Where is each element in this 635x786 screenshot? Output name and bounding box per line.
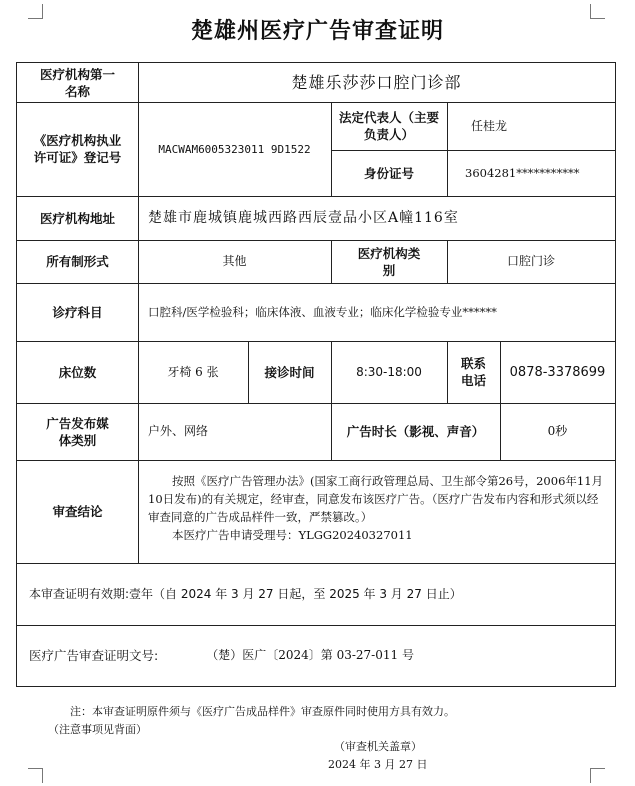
legal-rep-label: 法定代表人（主要负责人） bbox=[339, 110, 440, 142]
doc-number-row bbox=[17, 625, 615, 686]
legal-rep-value: 任桂龙 bbox=[471, 118, 508, 133]
departments-value: 口腔科/医学检验科；临床体液、血液专业；临床化学检验专业****** bbox=[148, 304, 497, 319]
crop-mark-bottom-right bbox=[590, 768, 605, 783]
license-value: MACWAM6005323011 9D1522 bbox=[158, 142, 311, 156]
document-title: 楚雄州医疗广告审查证明 bbox=[190, 19, 444, 44]
departments-label: 诊疗科目 bbox=[52, 304, 103, 320]
seal-text: （审查机关盖章） bbox=[334, 740, 422, 753]
media-label: 广告发布媒体类别 bbox=[46, 415, 109, 448]
duration-value: 0秒 bbox=[547, 424, 568, 438]
phone-label: 联系电话 bbox=[460, 356, 486, 388]
conclusion-text bbox=[138, 460, 615, 563]
org-category-label: 医疗机构类 别 bbox=[357, 245, 421, 278]
validity-value: 本审查证明有效期:壹年（自 2024 年 3 月 27 日起，至 2025 年 3 月 27 日止） bbox=[29, 586, 462, 601]
license-label: 《医疗机构执业许可证》登记号 bbox=[33, 133, 122, 165]
application-number: 本医疗广告申请受理号：YLGG20240327011 bbox=[172, 528, 413, 542]
media-value: 户外、网络 bbox=[148, 424, 209, 438]
id-number-label: 身份证号 bbox=[363, 165, 414, 181]
org-category-value: 口腔门诊 bbox=[506, 254, 555, 268]
phone-value: 0878-3378699 bbox=[509, 364, 606, 380]
doc-number-value: （楚）医广〔2024〕第 03-27-011 号 bbox=[206, 648, 414, 662]
hours-value: 8:30-18:00 bbox=[356, 364, 422, 379]
crop-mark-bottom-left bbox=[28, 768, 43, 783]
ownership-value: 其他 bbox=[222, 254, 247, 268]
address-value: 楚雄市鹿城镇鹿城西路西辰壹品小区A幢116室 bbox=[148, 209, 459, 226]
beds-label: 床位数 bbox=[58, 364, 97, 380]
footer-note: 注：本审查证明原件须与《医疗广告成品样件》审查原件同时使用方具有效力。 bbox=[70, 705, 455, 718]
ownership-label: 所有制形式 bbox=[46, 254, 109, 269]
doc-number-label: 医疗广告审查证明文号: bbox=[29, 648, 159, 663]
conclusion-paragraph: 按照《医疗广告管理办法》(国家工商行政管理总局、卫生部令第26号，2006年11月10日发布)的有关规定，经审查，同意发布该医疗广告。（医疗广告发布内容和形式须以经审查同意的广告成品样件一致，严禁篡改。） bbox=[148, 474, 604, 524]
hours-label: 接诊时间 bbox=[264, 364, 315, 380]
conclusion-label: 审查结论 bbox=[52, 504, 103, 519]
issue-date: 2024 年 3 月 27 日 bbox=[328, 758, 428, 771]
validity-text bbox=[17, 563, 615, 625]
address-label: 医疗机构地址 bbox=[39, 210, 115, 226]
duration-label: 广告时长（影视、声音） bbox=[346, 424, 485, 439]
beds-value: 牙椅 6 张 bbox=[167, 364, 219, 379]
footer-note-2: （注意事项见背面） bbox=[48, 723, 147, 736]
certificate-table bbox=[16, 62, 616, 687]
org-name-label: 医疗机构第一名称 bbox=[39, 66, 115, 99]
org-name-value: 楚雄乐莎莎口腔门诊部 bbox=[291, 73, 462, 92]
id-number-value: 3604281*********** bbox=[465, 165, 580, 180]
